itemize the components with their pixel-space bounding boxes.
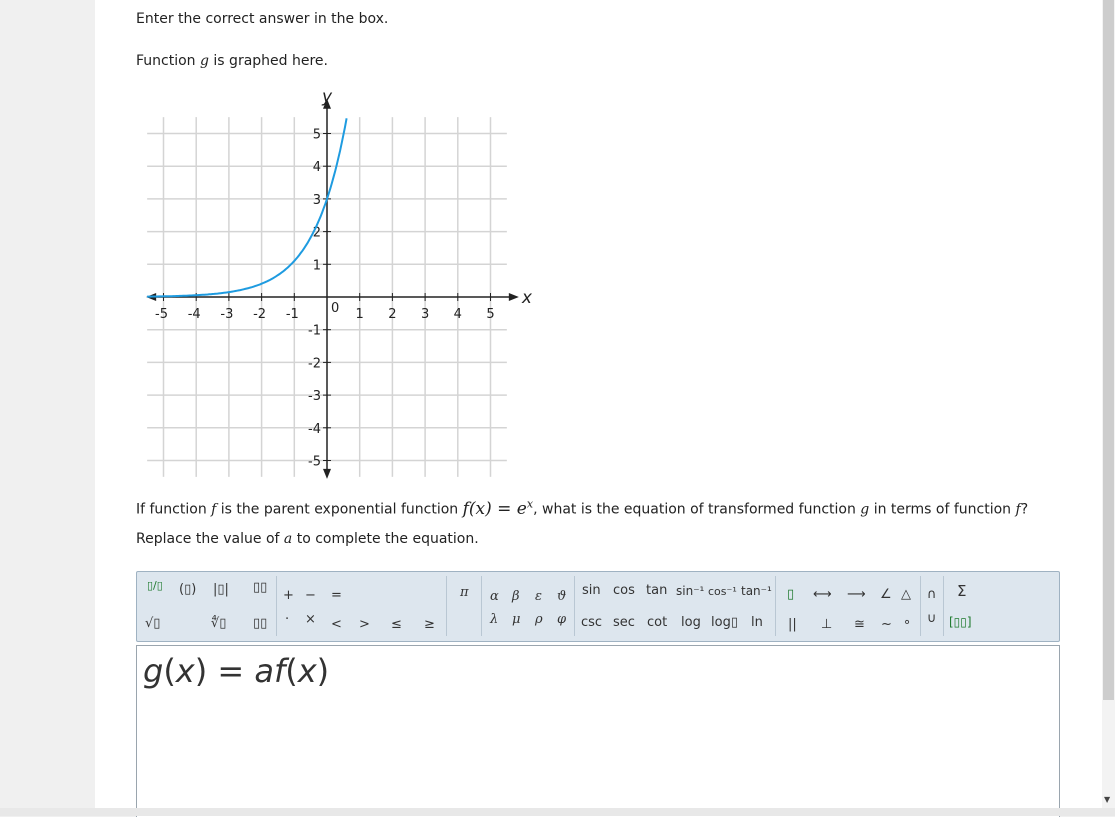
cot-button[interactable]: cot [647, 615, 668, 630]
x-tick-label: 3 [420, 307, 430, 322]
replace-suffix: to complete the equation. [292, 531, 479, 547]
toolbar-separator [481, 576, 482, 636]
eq-equals: = [207, 652, 255, 690]
y-tick-label: -1 [308, 323, 321, 339]
csc-button[interactable]: csc [581, 615, 603, 630]
toolbar-separator [920, 576, 921, 636]
graph-intro-text [136, 53, 328, 69]
parallel-button[interactable]: || [788, 617, 797, 632]
sec-button[interactable]: sec [613, 615, 635, 630]
y-tick-label: -2 [308, 356, 321, 372]
x-tick-label: 2 [388, 307, 397, 322]
toolbar-separator [943, 576, 944, 636]
y-tick-label: 2 [312, 225, 321, 241]
absolute-value-button[interactable]: |▯| [213, 582, 229, 597]
parent-function-formula [463, 499, 533, 519]
congruent-button[interactable]: ≅ [854, 617, 865, 632]
replace-instruction [136, 531, 479, 547]
perpendicular-button[interactable]: ⊥ [821, 617, 833, 632]
eq-g: g [143, 652, 164, 690]
y-tick-label: 1 [312, 258, 321, 274]
eq-x1: x [175, 652, 195, 690]
sin-button[interactable]: sin [582, 583, 601, 598]
toolbar-separator [276, 576, 277, 636]
alpha-button[interactable]: α [490, 589, 499, 604]
intro-prefix: Function [136, 53, 200, 69]
x-tick-label: -2 [253, 307, 267, 322]
parentheses-button[interactable]: (▯) [179, 582, 197, 597]
q-part5: ? [1020, 501, 1029, 518]
equation-toolbar [136, 571, 1060, 642]
times-button[interactable]: × [305, 612, 316, 627]
q-part1: If function [136, 501, 212, 518]
triangle-button[interactable]: △ [901, 587, 911, 602]
eq-x2: x [297, 652, 317, 690]
minus-button[interactable]: − [305, 588, 316, 603]
formula-exponent: x [526, 497, 534, 510]
y-tick-label: 3 [312, 192, 321, 208]
intersection-button[interactable]: ∩ [927, 587, 937, 602]
y-tick-label: -5 [308, 454, 321, 470]
greater-than-button[interactable]: > [359, 617, 370, 632]
overline-button[interactable]: ▯ [787, 587, 795, 602]
q-part4: in terms of function [869, 501, 1016, 518]
pi-button[interactable]: π [460, 585, 469, 600]
arccos-button[interactable]: cos⁻¹ [708, 585, 737, 598]
rho-button[interactable]: ρ [535, 612, 543, 627]
log-base-button[interactable]: log▯ [711, 615, 738, 630]
nth-root-button[interactable]: ∜▯ [211, 616, 227, 631]
q-var-g: g [860, 501, 870, 518]
dot-button[interactable]: · [285, 612, 290, 627]
toolbar-separator [574, 576, 575, 636]
cos-button[interactable]: cos [613, 583, 635, 598]
union-button[interactable]: ∪ [927, 611, 937, 626]
toolbar-separator [775, 576, 776, 636]
x-tick-label: 4 [453, 307, 462, 322]
answer-input-box[interactable] [136, 645, 1060, 817]
q-part2: is the parent exponential function [216, 501, 463, 518]
greater-equal-button[interactable]: ≥ [424, 617, 435, 632]
q-var-f2: f [1015, 501, 1021, 518]
x-tick-label: -4 [187, 307, 201, 322]
origin-label: 0 [331, 301, 340, 316]
x-axis-label: x [521, 288, 532, 308]
eq-f: f [273, 652, 286, 690]
log-button[interactable]: log [681, 615, 701, 630]
epsilon-button[interactable]: ε [535, 589, 542, 604]
question-text [136, 497, 1028, 519]
tan-button[interactable]: tan [646, 583, 668, 598]
beta-button[interactable]: β [512, 589, 520, 604]
replace-var-a: a [283, 531, 293, 547]
scroll-down-icon[interactable]: ▼ [1104, 795, 1111, 804]
y-tick-label: -4 [308, 421, 321, 437]
arctan-button[interactable]: tan⁻¹ [741, 584, 772, 598]
y-axis-bottom-arrow [323, 469, 331, 479]
line-button[interactable]: ⟷ [813, 587, 832, 602]
square-root-button[interactable]: √▯ [145, 616, 161, 631]
toolbar-separator [446, 576, 447, 636]
instruction-text: Enter the correct answer in the box. [136, 11, 389, 27]
phi-button[interactable]: φ [557, 612, 567, 627]
q-var-f: f [211, 501, 217, 518]
y-tick-label: -3 [308, 389, 321, 405]
y-axis-label: y [322, 87, 333, 107]
replace-prefix: Replace the value of [136, 531, 284, 547]
equation-text[interactable]: g(x) = af(x) [143, 652, 330, 690]
fraction-button[interactable]: ▯/▯ [147, 579, 163, 592]
theta-button[interactable]: ϑ [557, 589, 567, 604]
q-part3: , what is the equation of transformed function [533, 501, 861, 518]
x-axis-right-arrow [509, 293, 519, 301]
graph-axes [146, 99, 519, 479]
y-tick-label: 5 [312, 127, 321, 143]
equals-button[interactable]: = [331, 588, 342, 603]
plus-button[interactable]: + [283, 588, 294, 603]
x-tick-label: 5 [486, 307, 495, 322]
subscript-button[interactable]: ▯▯ [253, 616, 268, 631]
x-tick-label: -3 [220, 307, 234, 322]
ray-button[interactable]: ⟶ [847, 587, 866, 602]
summation-button[interactable]: Σ [957, 582, 967, 600]
less-than-button[interactable]: < [331, 617, 342, 632]
similar-button[interactable]: ~ [881, 617, 892, 632]
graph-tick-labels [155, 128, 495, 470]
degree-button[interactable]: ∘ [903, 615, 912, 630]
less-equal-button[interactable]: ≤ [391, 617, 402, 632]
exponent-button[interactable]: ▯▯ [253, 580, 268, 595]
x-tick-label: -1 [285, 307, 299, 322]
lambda-button[interactable]: λ [490, 612, 499, 627]
x-tick-label: 1 [355, 307, 364, 322]
angle-button[interactable]: ∠ [880, 587, 892, 602]
function-graph [130, 84, 530, 484]
arcsin-button[interactable]: sin⁻¹ [676, 584, 705, 598]
mu-button[interactable]: μ [512, 612, 521, 627]
formula-base: f(x) = e [462, 498, 527, 519]
matrix-button[interactable]: [▯▯] [949, 615, 972, 629]
x-tick-label: -5 [155, 307, 168, 322]
ln-button[interactable]: ln [751, 615, 763, 630]
y-tick-label: 4 [312, 160, 321, 176]
scrollbar-thumb[interactable] [1103, 0, 1114, 700]
eq-a[interactable]: a [254, 652, 274, 690]
intro-var-g: g [200, 53, 209, 69]
intro-suffix: is graphed here. [208, 53, 328, 69]
horizontal-scrollbar[interactable] [0, 808, 1115, 816]
